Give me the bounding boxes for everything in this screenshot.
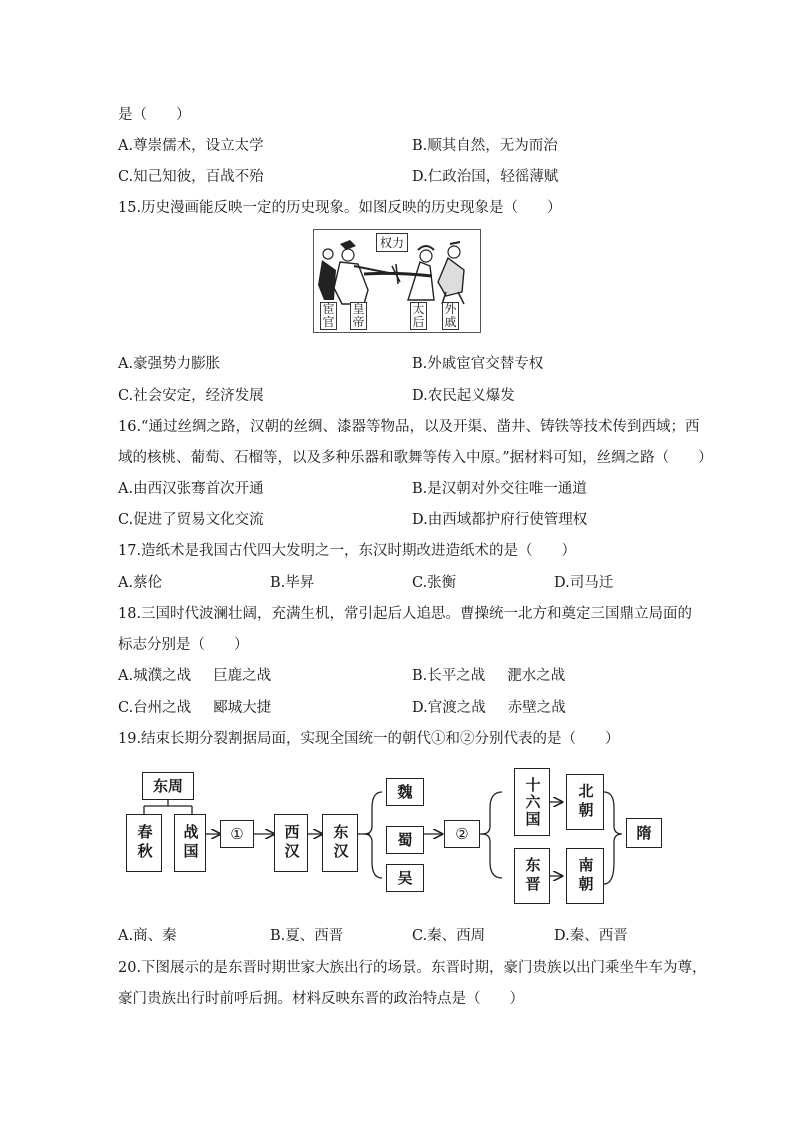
emperor-label: 皇帝: [350, 302, 367, 330]
power-label: 权力: [376, 233, 408, 252]
q18-a-second: 巨鹿之战: [213, 668, 272, 684]
q17-option-c[interactable]: C.张衡: [412, 575, 457, 591]
power-struggle-cartoon: [313, 229, 481, 333]
q18-c-first: C.台州之战: [118, 700, 192, 716]
q16-option-b[interactable]: B.是汉朝对外交往唯一通道: [412, 481, 587, 497]
q15-option-c[interactable]: C.社会安定，经济发展: [118, 388, 264, 404]
q16-option-c[interactable]: C.促进了贸易文化交流: [118, 512, 264, 528]
q19-option-d[interactable]: D.秦、西晋: [554, 928, 628, 944]
q20-stem-line1: 20.下图展示的是东晋时期世家大族出行的场景。东晋时期，豪门贵族以出门乘坐牛车为尊，: [118, 960, 707, 976]
box-shu: 蜀: [386, 826, 424, 854]
q18-d-second: 赤壁之战: [507, 700, 566, 716]
empress-dowager-label: 太后: [410, 302, 427, 330]
box-dongjin: 东晋: [514, 848, 550, 904]
q17-option-b[interactable]: B.毕昇: [270, 575, 315, 591]
q16-option-d[interactable]: D.由西域都护府行使管理权: [412, 512, 588, 528]
q17-stem: 17.造纸术是我国古代四大发明之一，东汉时期改进造纸术的是（ ）: [118, 543, 577, 559]
eunuch-label: 宦官: [320, 302, 337, 330]
q14-option-b[interactable]: B.顺其自然，无为而治: [412, 138, 558, 154]
q16-option-a[interactable]: A.由西汉张骞首次开通: [118, 481, 264, 497]
box-beichao: 北朝: [566, 774, 604, 830]
q15-option-a[interactable]: A.豪强势力膨胀: [118, 356, 221, 372]
q18-a-first: A.城濮之战: [118, 668, 192, 684]
q19-option-c[interactable]: C.秦、西周: [412, 928, 486, 944]
box-zhanguo: 战国: [174, 814, 206, 872]
q17-option-a[interactable]: A.蔡伦: [118, 575, 163, 591]
q19-stem: 19.结束长期分裂割据局面，实现全国统一的朝代①和②分别代表的是（ ）: [118, 731, 620, 747]
q16-stem-line2: 域的核桃、葡萄、石榴等，以及多种乐器和歌舞等传入中原。”据材料可知，丝绸之路（ ）: [118, 450, 713, 466]
box-xihan: 西汉: [274, 814, 308, 872]
q18-c-second: 郾城大捷: [213, 700, 272, 716]
box-nanchao: 南朝: [566, 848, 604, 904]
q18-option-a[interactable]: [118, 664, 271, 685]
q18-d-first: D.官渡之战: [412, 700, 486, 716]
q19-option-b[interactable]: B.夏、西晋: [270, 928, 344, 944]
maternal-relatives-label: 外戚: [442, 302, 459, 330]
q14-option-c[interactable]: C.知己知彼，百战不殆: [118, 169, 264, 185]
q14-option-d[interactable]: D.仁政治国，轻徭薄赋: [412, 169, 559, 185]
q19-option-a[interactable]: A.商、秦: [118, 928, 177, 944]
box-dongzhou: 东周: [142, 772, 194, 800]
q16-stem-line1: 16.“通过丝绸之路，汉朝的丝绸、漆器等物品，以及开渠、凿井、铸铁等技术传到西域；西: [118, 419, 700, 435]
box-sui: 隋: [626, 818, 662, 848]
box-chunqiu: 春秋: [126, 814, 162, 872]
q18-stem-line1: 18.三国时代波澜壮阔，充满生机，常引起后人追思。曹操统一北方和奠定三国鼎立局面的: [118, 606, 693, 622]
q15-option-b[interactable]: B.外戚宦官交替专权: [412, 356, 544, 372]
q14-stem-tail: 是（ ）: [118, 107, 191, 123]
box-wu: 吴: [386, 864, 424, 892]
box-shiliuguo: 十六国: [514, 768, 550, 836]
q15-stem: 15.历史漫画能反映一定的历史现象。如图反映的历史现象是（ ）: [118, 200, 562, 216]
q14-option-a[interactable]: A.尊崇儒术，设立太学: [118, 138, 264, 154]
q17-option-d[interactable]: D.司马迁: [554, 575, 614, 591]
q18-stem-line2: 标志分别是（ ）: [118, 637, 249, 653]
q18-option-c[interactable]: [118, 696, 271, 717]
q18-option-b[interactable]: [412, 664, 565, 685]
box-wei: 魏: [386, 778, 424, 806]
q18-option-d[interactable]: [412, 696, 566, 717]
box-donghan: 东汉: [322, 814, 358, 872]
dynasty-flowchart: [118, 768, 678, 908]
q18-b-first: B.长平之战: [412, 668, 486, 684]
q20-stem-line2: 豪门贵族出行时前呼后拥。材料反映东晋的政治特点是（ ）: [118, 991, 524, 1007]
q15-option-d[interactable]: D.农民起义爆发: [412, 388, 515, 404]
box-dynasty-1: ①: [220, 820, 254, 848]
q18-b-second: 淝水之战: [507, 668, 566, 684]
box-dynasty-2: ②: [444, 820, 480, 848]
